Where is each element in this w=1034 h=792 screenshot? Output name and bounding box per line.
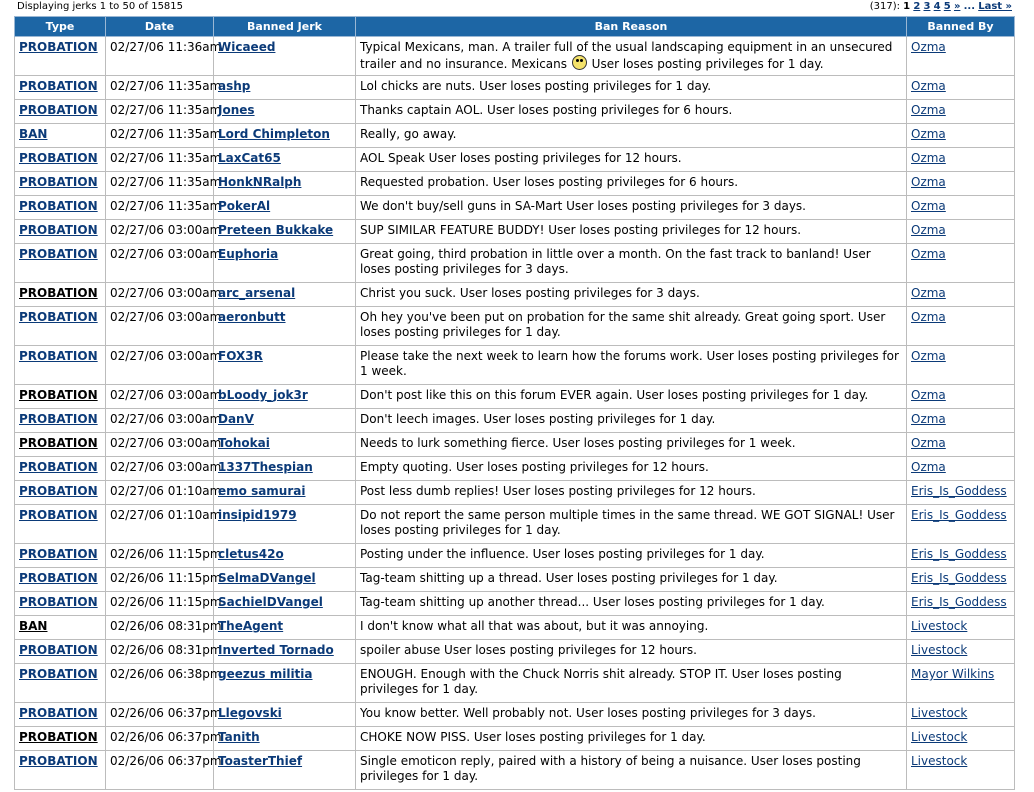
type-link[interactable]: PROBATION xyxy=(19,667,98,681)
banned-by-cell xyxy=(907,433,1015,457)
ban-reason-cell xyxy=(356,505,907,544)
ban-reason-cell xyxy=(356,703,907,727)
type-cell xyxy=(15,457,106,481)
type-cell xyxy=(15,409,106,433)
type-link[interactable]: PROBATION xyxy=(19,247,98,261)
banned-jerk-link[interactable]: SachielDVangel xyxy=(218,595,323,609)
type-link[interactable]: PROBATION xyxy=(19,103,98,117)
banned-jerk-link[interactable]: bLoody_jok3r xyxy=(218,388,308,402)
table-row xyxy=(15,505,1015,544)
banned-jerk-cell xyxy=(214,148,356,172)
banned-jerk-cell xyxy=(214,244,356,283)
emoticon-icon xyxy=(572,55,587,70)
banned-jerk-cell xyxy=(214,100,356,124)
type-cell xyxy=(15,283,106,307)
ban-reason-text: Really, go away. xyxy=(360,127,457,141)
table-row xyxy=(15,196,1015,220)
banned-jerk-cell xyxy=(214,568,356,592)
banned-jerk-link[interactable]: FOX3R xyxy=(218,349,263,363)
banned-jerk-cell xyxy=(214,703,356,727)
banned-jerk-cell xyxy=(214,751,356,790)
type-cell xyxy=(15,307,106,346)
banned-jerk-link[interactable]: ToasterThief xyxy=(218,754,303,768)
type-link[interactable]: PROBATION xyxy=(19,436,98,450)
table-row xyxy=(15,283,1015,307)
page-current: 1 xyxy=(903,1,911,12)
results-bar xyxy=(14,0,1014,14)
date-cell: 02/26/06 11:15pm xyxy=(106,568,214,592)
type-link[interactable]: PROBATION xyxy=(19,754,98,768)
ban-reason-text: Oh hey you've been put on probation for the same shit already. Great going sport. User loses posting privileges for 1 day. xyxy=(360,310,886,339)
moderator-link[interactable]: Livestock xyxy=(911,730,968,744)
column-header-banned-by: Banned By xyxy=(907,17,1015,37)
type-cell xyxy=(15,124,106,148)
ban-reason-cell xyxy=(356,100,907,124)
type-cell xyxy=(15,220,106,244)
ban-reason-text: Post less dumb replies! User loses posting privileges for 12 hours. xyxy=(360,484,756,498)
column-header-date: Date xyxy=(106,17,214,37)
type-cell xyxy=(15,346,106,385)
moderator-link[interactable]: Ozma xyxy=(911,127,946,141)
type-cell xyxy=(15,592,106,616)
ban-reason-text: Typical Mexicans, man. A trailer full of the usual landscaping equipment in an unsecured trailer and no insurance. Mexicans xyxy=(360,40,893,71)
date-cell: 02/26/06 06:38pm xyxy=(106,664,214,703)
results-count: Displaying jerks 1 to 50 of 15815 xyxy=(17,1,184,12)
table-row xyxy=(15,751,1015,790)
type-link[interactable]: PROBATION xyxy=(19,460,98,474)
banned-jerk-cell xyxy=(214,457,356,481)
type-link[interactable]: PROBATION xyxy=(19,286,98,300)
pager-ellipsis: ... xyxy=(963,1,976,12)
banned-jerk-link[interactable]: geezus militia xyxy=(218,667,313,681)
banned-by-cell xyxy=(907,703,1015,727)
date-cell: 02/27/06 03:00am xyxy=(106,346,214,385)
ban-reason-text: Needs to lurk something fierce. User loses posting privileges for 1 week. xyxy=(360,436,796,450)
ban-reason-cell xyxy=(356,592,907,616)
banned-jerk-link[interactable]: Lord Chimpleton xyxy=(218,127,330,141)
moderator-link[interactable]: Ozma xyxy=(911,436,946,450)
ban-reason-text: Thanks captain AOL. User loses posting privileges for 6 hours. xyxy=(360,103,733,117)
date-cell: 02/26/06 08:31pm xyxy=(106,640,214,664)
table-row xyxy=(15,457,1015,481)
table-row xyxy=(15,568,1015,592)
ban-reason-cell xyxy=(356,568,907,592)
banned-jerk-cell xyxy=(214,307,356,346)
column-header-banned-jerk: Banned Jerk xyxy=(214,17,356,37)
type-cell xyxy=(15,37,106,76)
ban-reason-text: Tag-team shitting up a thread. User loses posting privileges for 1 day. xyxy=(360,571,778,585)
banned-jerk-link[interactable]: Tohokai xyxy=(218,436,270,450)
banned-jerk-cell xyxy=(214,505,356,544)
type-link[interactable]: PROBATION xyxy=(19,175,98,189)
ban-reason-cell xyxy=(356,727,907,751)
next-page-link[interactable]: » xyxy=(953,1,961,12)
banned-by-cell xyxy=(907,409,1015,433)
moderator-link[interactable]: Mayor Wilkins xyxy=(911,667,995,681)
banned-by-cell xyxy=(907,283,1015,307)
type-cell xyxy=(15,727,106,751)
type-cell xyxy=(15,544,106,568)
moderator-link[interactable]: Ozma xyxy=(911,412,946,426)
moderator-link[interactable]: Livestock xyxy=(911,643,968,657)
ban-reason-text: Empty quoting. User loses posting privileges for 12 hours. xyxy=(360,460,709,474)
type-link[interactable]: PROBATION xyxy=(19,199,98,213)
banned-by-cell xyxy=(907,346,1015,385)
table-row xyxy=(15,244,1015,283)
moderator-link[interactable]: Ozma xyxy=(911,460,946,474)
banned-jerks-table xyxy=(14,16,1015,790)
table-row xyxy=(15,76,1015,100)
moderator-link[interactable]: Eris_Is_Goddess xyxy=(911,508,1007,522)
moderator-link[interactable]: Livestock xyxy=(911,706,968,720)
banned-by-cell xyxy=(907,505,1015,544)
page-link-3[interactable]: 3 xyxy=(923,1,931,12)
banned-jerk-cell xyxy=(214,544,356,568)
date-cell: 02/27/06 01:10am xyxy=(106,505,214,544)
banned-jerk-link[interactable]: Tanith xyxy=(218,730,260,744)
ban-reason-cell xyxy=(356,544,907,568)
banned-jerk-link[interactable]: 1337Thespian xyxy=(218,460,313,474)
type-link[interactable]: BAN xyxy=(19,127,48,141)
type-link[interactable]: PROBATION xyxy=(19,571,98,585)
table-row xyxy=(15,409,1015,433)
banned-jerk-link[interactable]: cletus42o xyxy=(218,547,284,561)
banned-jerk-cell xyxy=(214,664,356,703)
type-link[interactable]: PROBATION xyxy=(19,151,98,165)
type-cell xyxy=(15,703,106,727)
table-row xyxy=(15,148,1015,172)
date-cell: 02/27/06 03:00am xyxy=(106,457,214,481)
ban-reason-cell xyxy=(356,616,907,640)
date-cell: 02/27/06 11:35am xyxy=(106,76,214,100)
banned-by-cell xyxy=(907,172,1015,196)
table-header-row xyxy=(15,17,1015,37)
type-link[interactable]: PROBATION xyxy=(19,484,98,498)
ban-reason-text: Christ you suck. User loses posting privileges for 3 days. xyxy=(360,286,700,300)
type-cell xyxy=(15,640,106,664)
table-row xyxy=(15,640,1015,664)
type-cell xyxy=(15,664,106,703)
table-row xyxy=(15,346,1015,385)
ban-reason-text: SUP SIMILAR FEATURE BUDDY! User loses posting privileges for 12 hours. xyxy=(360,223,802,237)
banned-jerk-cell xyxy=(214,220,356,244)
table-row xyxy=(15,385,1015,409)
ban-reason-text: You know better. Well probably not. User loses posting privileges for 3 days. xyxy=(360,706,816,720)
table-row xyxy=(15,616,1015,640)
banned-jerk-cell xyxy=(214,37,356,76)
banned-by-cell xyxy=(907,664,1015,703)
moderator-link[interactable]: Ozma xyxy=(911,310,946,324)
moderator-link[interactable]: Ozma xyxy=(911,388,946,402)
banned-by-cell xyxy=(907,568,1015,592)
date-cell: 02/26/06 06:37pm xyxy=(106,727,214,751)
table-row xyxy=(15,727,1015,751)
banned-by-cell xyxy=(907,640,1015,664)
ban-reason-cell xyxy=(356,433,907,457)
date-cell: 02/27/06 01:10am xyxy=(106,481,214,505)
ban-reason-cell xyxy=(356,172,907,196)
banned-by-cell xyxy=(907,100,1015,124)
moderator-link[interactable]: Ozma xyxy=(911,247,946,261)
moderator-link[interactable]: Ozma xyxy=(911,40,946,54)
banned-by-cell xyxy=(907,481,1015,505)
type-link[interactable]: PROBATION xyxy=(19,730,98,744)
ban-reason-cell xyxy=(356,409,907,433)
banned-jerk-link[interactable]: Llegovski xyxy=(218,706,282,720)
date-cell: 02/27/06 03:00am xyxy=(106,307,214,346)
ban-reason-text: We don't buy/sell guns in SA-Mart User loses posting privileges for 3 days. xyxy=(360,199,806,213)
ban-reason-cell xyxy=(356,148,907,172)
date-cell: 02/27/06 03:00am xyxy=(106,409,214,433)
banned-jerk-link[interactable]: ashp xyxy=(218,79,251,93)
date-cell: 02/27/06 03:00am xyxy=(106,220,214,244)
ban-reason-text: Don't leech images. User loses posting privileges for 1 day. xyxy=(360,412,716,426)
type-link[interactable]: PROBATION xyxy=(19,388,98,402)
banned-jerk-link[interactable]: DanV xyxy=(218,412,254,426)
date-cell: 02/27/06 11:35am xyxy=(106,196,214,220)
ban-reason-cell xyxy=(356,385,907,409)
ban-reason-text: Please take the next week to learn how the forums work. User loses posting privileges for 1 week. xyxy=(360,349,899,378)
type-link[interactable]: PROBATION xyxy=(19,310,98,324)
ban-reason-text: Do not report the same person multiple times in the same thread. WE GOT SIGNAL! User loses posting privileges for 1 day. xyxy=(360,508,895,537)
moderator-link[interactable]: Eris_Is_Goddess xyxy=(911,595,1007,609)
ban-reason-text: Great going, third probation in little over a month. On the fast track to banland! User loses posting privileges for 3 days. xyxy=(360,247,871,276)
ban-reason-text: Tag-team shitting up another thread... User loses posting privileges for 1 day. xyxy=(360,595,825,609)
banned-by-cell xyxy=(907,37,1015,76)
table-row xyxy=(15,703,1015,727)
banned-by-cell xyxy=(907,220,1015,244)
banned-by-cell xyxy=(907,751,1015,790)
table-body xyxy=(15,37,1015,790)
banned-jerk-link[interactable]: aeronbutt xyxy=(218,310,286,324)
moderator-link[interactable]: Eris_Is_Goddess xyxy=(911,571,1007,585)
banned-jerk-cell xyxy=(214,409,356,433)
moderator-link[interactable]: Ozma xyxy=(911,79,946,93)
ban-reason-cell xyxy=(356,283,907,307)
page-link-5[interactable]: 5 xyxy=(943,1,951,12)
moderator-link[interactable]: Ozma xyxy=(911,223,946,237)
ban-reason-text: Lol chicks are nuts. User loses posting privileges for 1 day. xyxy=(360,79,712,93)
ban-reason-cell xyxy=(356,481,907,505)
date-cell: 02/26/06 08:31pm xyxy=(106,616,214,640)
banned-by-cell xyxy=(907,307,1015,346)
table-row xyxy=(15,481,1015,505)
banned-by-cell xyxy=(907,727,1015,751)
date-cell: 02/26/06 11:15pm xyxy=(106,592,214,616)
column-header-type: Type xyxy=(15,17,106,37)
type-link[interactable]: PROBATION xyxy=(19,412,98,426)
table-row xyxy=(15,433,1015,457)
ban-reason-text: Single emoticon reply, paired with a history of being a nuisance. User loses posting privileges for 1 day. xyxy=(360,754,861,783)
date-cell: 02/26/06 06:37pm xyxy=(106,751,214,790)
banned-by-cell xyxy=(907,457,1015,481)
type-cell xyxy=(15,385,106,409)
last-page-link[interactable]: Last » xyxy=(978,1,1012,12)
banned-jerk-cell xyxy=(214,433,356,457)
banned-by-cell xyxy=(907,592,1015,616)
ban-reason-cell xyxy=(356,220,907,244)
banned-jerk-link[interactable]: LaxCat65 xyxy=(218,151,281,165)
moderator-link[interactable]: Eris_Is_Goddess xyxy=(911,547,1007,561)
ban-reason-cell xyxy=(356,751,907,790)
banned-by-cell xyxy=(907,124,1015,148)
date-cell: 02/27/06 11:35am xyxy=(106,172,214,196)
pagination xyxy=(870,0,1012,14)
type-cell xyxy=(15,751,106,790)
pages-total: (317): xyxy=(869,1,900,12)
type-link[interactable]: BAN xyxy=(19,619,48,633)
type-link[interactable]: PROBATION xyxy=(19,79,98,93)
type-link[interactable]: PROBATION xyxy=(19,349,98,363)
page-link-2[interactable]: 2 xyxy=(913,1,921,12)
type-cell xyxy=(15,244,106,283)
ban-reason-text: I don't know what all that was about, but it was annoying. xyxy=(360,619,709,633)
type-link[interactable]: PROBATION xyxy=(19,223,98,237)
banned-by-cell xyxy=(907,244,1015,283)
banned-jerk-cell xyxy=(214,727,356,751)
moderator-link[interactable]: Ozma xyxy=(911,349,946,363)
table-row xyxy=(15,172,1015,196)
banned-by-cell xyxy=(907,385,1015,409)
type-link[interactable]: PROBATION xyxy=(19,508,98,522)
table-row xyxy=(15,664,1015,703)
banned-jerk-cell xyxy=(214,283,356,307)
type-cell xyxy=(15,505,106,544)
banned-by-cell xyxy=(907,196,1015,220)
ban-reason-text: AOL Speak User loses posting privileges for 12 hours. xyxy=(360,151,682,165)
type-cell xyxy=(15,481,106,505)
type-cell xyxy=(15,616,106,640)
banned-jerk-cell xyxy=(214,124,356,148)
type-cell xyxy=(15,76,106,100)
banned-by-cell xyxy=(907,616,1015,640)
type-link[interactable]: PROBATION xyxy=(19,706,98,720)
moderator-link[interactable]: Livestock xyxy=(911,754,968,768)
moderator-link[interactable]: Ozma xyxy=(911,199,946,213)
ban-reason-text: Don't post like this on this forum EVER again. User loses posting privileges for 1 day. xyxy=(360,388,869,402)
type-cell xyxy=(15,433,106,457)
ban-reason-text: spoiler abuse User loses posting privileges for 12 hours. xyxy=(360,643,697,657)
date-cell: 02/26/06 06:37pm xyxy=(106,703,214,727)
banned-jerk-link[interactable]: TheAgent xyxy=(218,619,284,633)
date-cell: 02/27/06 03:00am xyxy=(106,385,214,409)
banned-by-cell xyxy=(907,76,1015,100)
type-cell xyxy=(15,172,106,196)
ban-reason-cell xyxy=(356,196,907,220)
moderator-link[interactable]: Ozma xyxy=(911,175,946,189)
table-row xyxy=(15,592,1015,616)
type-link[interactable]: PROBATION xyxy=(19,595,98,609)
ban-reason-cell xyxy=(356,37,907,76)
type-link[interactable]: PROBATION xyxy=(19,547,98,561)
table-row xyxy=(15,220,1015,244)
banned-by-cell xyxy=(907,148,1015,172)
banned-jerk-cell xyxy=(214,616,356,640)
ban-reason-cell xyxy=(356,76,907,100)
banned-jerk-link[interactable]: PokerAl xyxy=(218,199,271,213)
date-cell: 02/26/06 11:15pm xyxy=(106,544,214,568)
date-cell: 02/27/06 11:35am xyxy=(106,148,214,172)
table-row xyxy=(15,124,1015,148)
table-row xyxy=(15,100,1015,124)
date-cell: 02/27/06 11:35am xyxy=(106,100,214,124)
banned-jerk-cell xyxy=(214,196,356,220)
ban-reason-cell xyxy=(356,124,907,148)
table-row xyxy=(15,37,1015,76)
banned-jerk-link[interactable]: Wicaeed xyxy=(218,40,276,54)
ban-reason-cell xyxy=(356,640,907,664)
date-cell: 02/27/06 03:00am xyxy=(106,433,214,457)
banned-jerk-link[interactable]: Jones xyxy=(218,103,255,117)
banned-jerk-cell xyxy=(214,172,356,196)
ban-reason-cell xyxy=(356,457,907,481)
date-cell: 02/27/06 11:35am xyxy=(106,124,214,148)
ban-reason-cell xyxy=(356,664,907,703)
table-row xyxy=(15,544,1015,568)
type-link[interactable]: PROBATION xyxy=(19,40,98,54)
ban-reason-text: CHOKE NOW PISS. User loses posting privileges for 1 day. xyxy=(360,730,706,744)
banned-jerk-link[interactable]: Preteen Bukkake xyxy=(218,223,334,237)
banned-jerk-link[interactable]: emo samurai xyxy=(218,484,306,498)
ban-reason-text: Posting under the influence. User loses posting privileges for 1 day. xyxy=(360,547,765,561)
banned-jerk-cell xyxy=(214,385,356,409)
banned-jerk-cell xyxy=(214,640,356,664)
ban-reason-cell xyxy=(356,307,907,346)
type-cell xyxy=(15,568,106,592)
type-cell xyxy=(15,100,106,124)
moderator-link[interactable]: Livestock xyxy=(911,619,968,633)
date-cell: 02/27/06 03:00am xyxy=(106,283,214,307)
ban-reason-cell xyxy=(356,346,907,385)
banned-by-cell xyxy=(907,544,1015,568)
table-row xyxy=(15,307,1015,346)
banned-jerk-link[interactable]: HonkNRalph xyxy=(218,175,302,189)
banned-jerk-link[interactable]: Euphoria xyxy=(218,247,279,261)
banned-jerk-link[interactable]: arc_arsenal xyxy=(218,286,296,300)
banned-jerk-cell xyxy=(214,346,356,385)
banned-jerk-link[interactable]: insipid1979 xyxy=(218,508,297,522)
ban-reason-text: ENOUGH. Enough with the Chuck Norris shit already. STOP IT. User loses posting privileges for 1 day. xyxy=(360,667,842,696)
ban-reason-text: Requested probation. User loses posting privileges for 6 hours. xyxy=(360,175,739,189)
date-cell: 02/27/06 03:00am xyxy=(106,244,214,283)
moderator-link[interactable]: Ozma xyxy=(911,286,946,300)
moderator-link[interactable]: Ozma xyxy=(911,103,946,117)
column-header-ban-reason: Ban Reason xyxy=(356,17,907,37)
type-cell xyxy=(15,148,106,172)
type-link[interactable]: PROBATION xyxy=(19,643,98,657)
type-cell xyxy=(15,196,106,220)
moderator-link[interactable]: Eris_Is_Goddess xyxy=(911,484,1007,498)
ban-reason-suffix: User loses posting privileges for 1 day. xyxy=(591,57,824,71)
banned-jerk-cell xyxy=(214,481,356,505)
moderator-link[interactable]: Ozma xyxy=(911,151,946,165)
ban-reason-cell xyxy=(356,244,907,283)
banned-jerk-link[interactable]: Inverted Tornado xyxy=(218,643,334,657)
banned-jerk-cell xyxy=(214,592,356,616)
date-cell: 02/27/06 11:36am xyxy=(106,37,214,76)
banned-jerk-cell xyxy=(214,76,356,100)
page-link-4[interactable]: 4 xyxy=(933,1,941,12)
banned-jerk-link[interactable]: SelmaDVangel xyxy=(218,571,316,585)
